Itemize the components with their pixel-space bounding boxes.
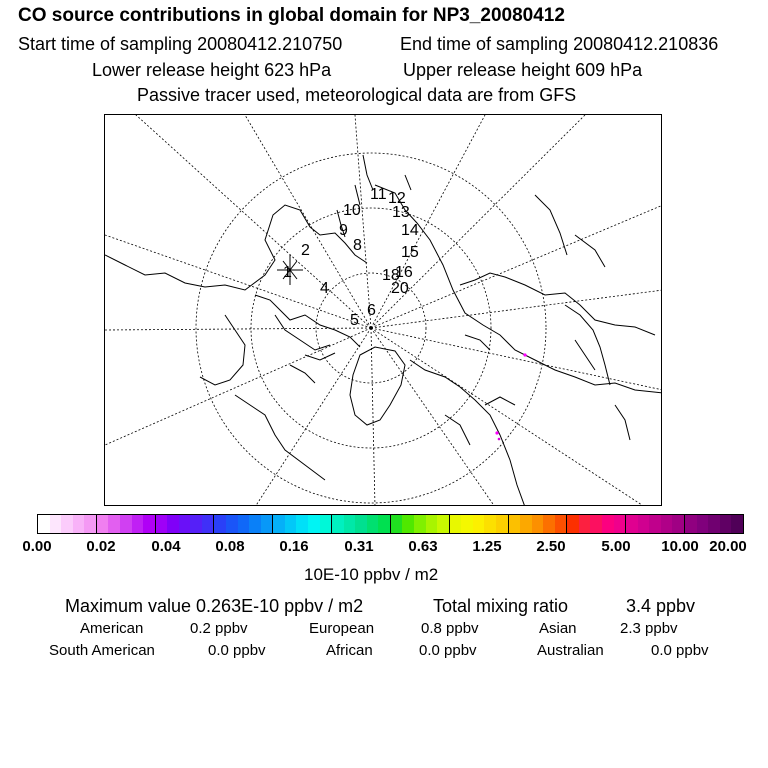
meridian: [355, 115, 371, 328]
polar-map: [104, 114, 662, 506]
map-canvas: [105, 115, 662, 506]
source-african-label: African: [326, 642, 373, 659]
colorbar-tick: 0.08: [215, 538, 245, 555]
traj-label-10: 10: [343, 202, 361, 219]
traj-label-4: 4: [320, 280, 329, 297]
meridian: [105, 235, 371, 328]
trajectory-labels: [283, 186, 419, 329]
colorbar-cell: [132, 515, 144, 533]
traj-label-9: 9: [339, 222, 348, 239]
colorbar-cell: [697, 515, 709, 533]
source-australian-label: Australian: [537, 642, 604, 659]
colorbar-cell: [543, 515, 555, 533]
meridian: [125, 115, 371, 328]
colorbar-cell: [190, 515, 202, 533]
colorbar-tick: 5.00: [601, 538, 631, 555]
colorbar-cell: [449, 515, 462, 533]
upper-release-height: Upper release height 609 hPa: [403, 60, 643, 80]
traj-label-14: 14: [401, 222, 419, 239]
traj-label-18: 18: [382, 267, 400, 284]
traj-label-5: 5: [350, 312, 359, 329]
colorbar-tick: 20.00: [709, 538, 747, 555]
colorbar-cell: [426, 515, 438, 533]
colorbar-cell: [355, 515, 367, 533]
colorbar-cell: [508, 515, 521, 533]
colorbar-cell: [202, 515, 214, 533]
colorbar-cell: [167, 515, 179, 533]
meridian: [371, 290, 662, 328]
colorbar-cell: [720, 515, 732, 533]
coastline-europe: [410, 360, 525, 506]
colorbar-cell: [84, 515, 96, 533]
colorbar-cell: [296, 515, 308, 533]
source-european-label: European: [309, 620, 375, 637]
colorbar-cell: [590, 515, 602, 533]
source-asian-value: 2.3 ppbv: [620, 620, 678, 637]
colorbar-cell: [73, 515, 85, 533]
source-american-value: 0.2 ppbv: [190, 620, 248, 637]
colorbar-tick: 10.00: [661, 538, 699, 555]
colorbar-cell: [61, 515, 73, 533]
meridian: [371, 328, 375, 506]
colorbar-cell: [638, 515, 650, 533]
colorbar-cell: [38, 515, 50, 533]
colorbar-cell: [437, 515, 449, 533]
colorbar-cell: [614, 515, 626, 533]
source-american-label: American: [80, 620, 144, 637]
source-asian-label: Asian: [539, 620, 577, 637]
source-european-value: 0.8 ppbv: [421, 620, 479, 637]
colorbar-cell: [579, 515, 591, 533]
end-time: End time of sampling 20080412.210836: [400, 34, 719, 54]
tracer-note: Passive tracer used, meteorological data are from GFS: [137, 85, 577, 105]
coastline-siberia: [375, 185, 662, 393]
source-south-american-label: South American: [49, 642, 155, 659]
colorbar-cell: [555, 515, 567, 533]
colorbar-cell: [414, 515, 426, 533]
colorbar-tick: 0.16: [279, 538, 309, 555]
traj-label-13: 13: [392, 204, 410, 221]
colorbar-cell: [308, 515, 320, 533]
traj-label-6: 6: [367, 302, 376, 319]
colorbar-cell: [238, 515, 250, 533]
colorbar-cell: [484, 515, 496, 533]
start-time: Start time of sampling 20080412.210750: [18, 34, 343, 54]
colorbar-tick: 1.25: [472, 538, 502, 555]
max-value: Maximum value 0.263E-10 ppbv / m2: [65, 596, 364, 616]
coastline-alaska: [337, 155, 605, 267]
coastline-greenland: [350, 347, 405, 425]
plume-dot: [495, 431, 498, 434]
colorbar-cell: [649, 515, 661, 533]
meridian: [255, 328, 371, 506]
page-title: CO source contributions in global domain for NP3_20080412: [18, 5, 565, 26]
colorbar-cell: [120, 515, 132, 533]
colorbar-cell: [344, 515, 356, 533]
colorbar-cell: [226, 515, 238, 533]
colorbar-cell: [708, 515, 720, 533]
lower-release-height: Lower release height 623 hPa: [92, 60, 332, 80]
colorbar-cell: [272, 515, 285, 533]
colorbar-cell: [96, 515, 109, 533]
colorbar-cell: [155, 515, 168, 533]
colorbar-cell: [179, 515, 191, 533]
source-african-value: 0.0 ppbv: [419, 642, 477, 659]
colorbar-cell: [378, 515, 390, 533]
colorbar-cell: [473, 515, 485, 533]
colorbar-cell: [50, 515, 62, 533]
source-south-american-value: 0.0 ppbv: [208, 642, 266, 659]
colorbar-cell: [285, 515, 297, 533]
plume-dot: [498, 438, 501, 441]
colorbar-cell: [461, 515, 473, 533]
colorbar-cell: [402, 515, 414, 533]
source-australian-value: 0.0 ppbv: [651, 642, 709, 659]
colorbar-tick: 0.63: [408, 538, 438, 555]
colorbar-cell: [108, 515, 120, 533]
colorbar-tick: 0.31: [344, 538, 374, 555]
colorbar-cell: [320, 515, 332, 533]
traj-label-1: 1: [283, 264, 292, 281]
plume-dot: [523, 353, 526, 356]
coastline-north-america: [105, 205, 367, 290]
colorbar-tick: 0.00: [22, 538, 52, 555]
colorbar-cell: [661, 515, 673, 533]
graticule: [105, 115, 662, 506]
meridian: [105, 328, 371, 445]
meridian: [371, 328, 645, 506]
colorbar-cell: [143, 515, 155, 533]
colorbar-cell: [213, 515, 226, 533]
traj-label-11: 11: [370, 186, 387, 203]
colorbar-tick: 0.04: [151, 538, 181, 555]
traj-label-15: 15: [401, 244, 419, 261]
coastline-asia: [460, 273, 655, 370]
colorbar-cell: [496, 515, 508, 533]
meridian: [371, 328, 495, 506]
meridian: [371, 115, 485, 328]
colorbar-cell: [520, 515, 532, 533]
meridian: [245, 115, 371, 328]
colorbar-cell: [566, 515, 579, 533]
colorbar-cell: [261, 515, 273, 533]
colorbar-cell: [602, 515, 614, 533]
colorbar-unit: 10E-10 ppbv / m2: [304, 565, 439, 584]
colorbar-cell: [684, 515, 697, 533]
colorbar-cell: [731, 515, 743, 533]
traj-label-8: 8: [353, 237, 362, 254]
colorbar-tick: 0.02: [86, 538, 116, 555]
coastline-hudson: [200, 315, 325, 480]
traj-label-20: 20: [391, 280, 409, 297]
traj-label-12: 12: [388, 190, 406, 207]
colorbar-cell: [390, 515, 403, 533]
meridian: [371, 328, 662, 390]
traj-label-16: 16: [395, 264, 413, 281]
colorbar-cell: [249, 515, 261, 533]
colorbar: [37, 514, 744, 534]
colorbar-cell: [532, 515, 544, 533]
traj-label-2: 2: [301, 242, 310, 259]
colorbar-tick: 2.50: [536, 538, 566, 555]
total-mixing-label: Total mixing ratio: [433, 596, 569, 616]
colorbar-cell: [331, 515, 344, 533]
colorbar-cell: [672, 515, 684, 533]
total-mixing-value: 3.4 ppbv: [626, 596, 696, 616]
colorbar-cell: [625, 515, 638, 533]
colorbar-cell: [367, 515, 379, 533]
